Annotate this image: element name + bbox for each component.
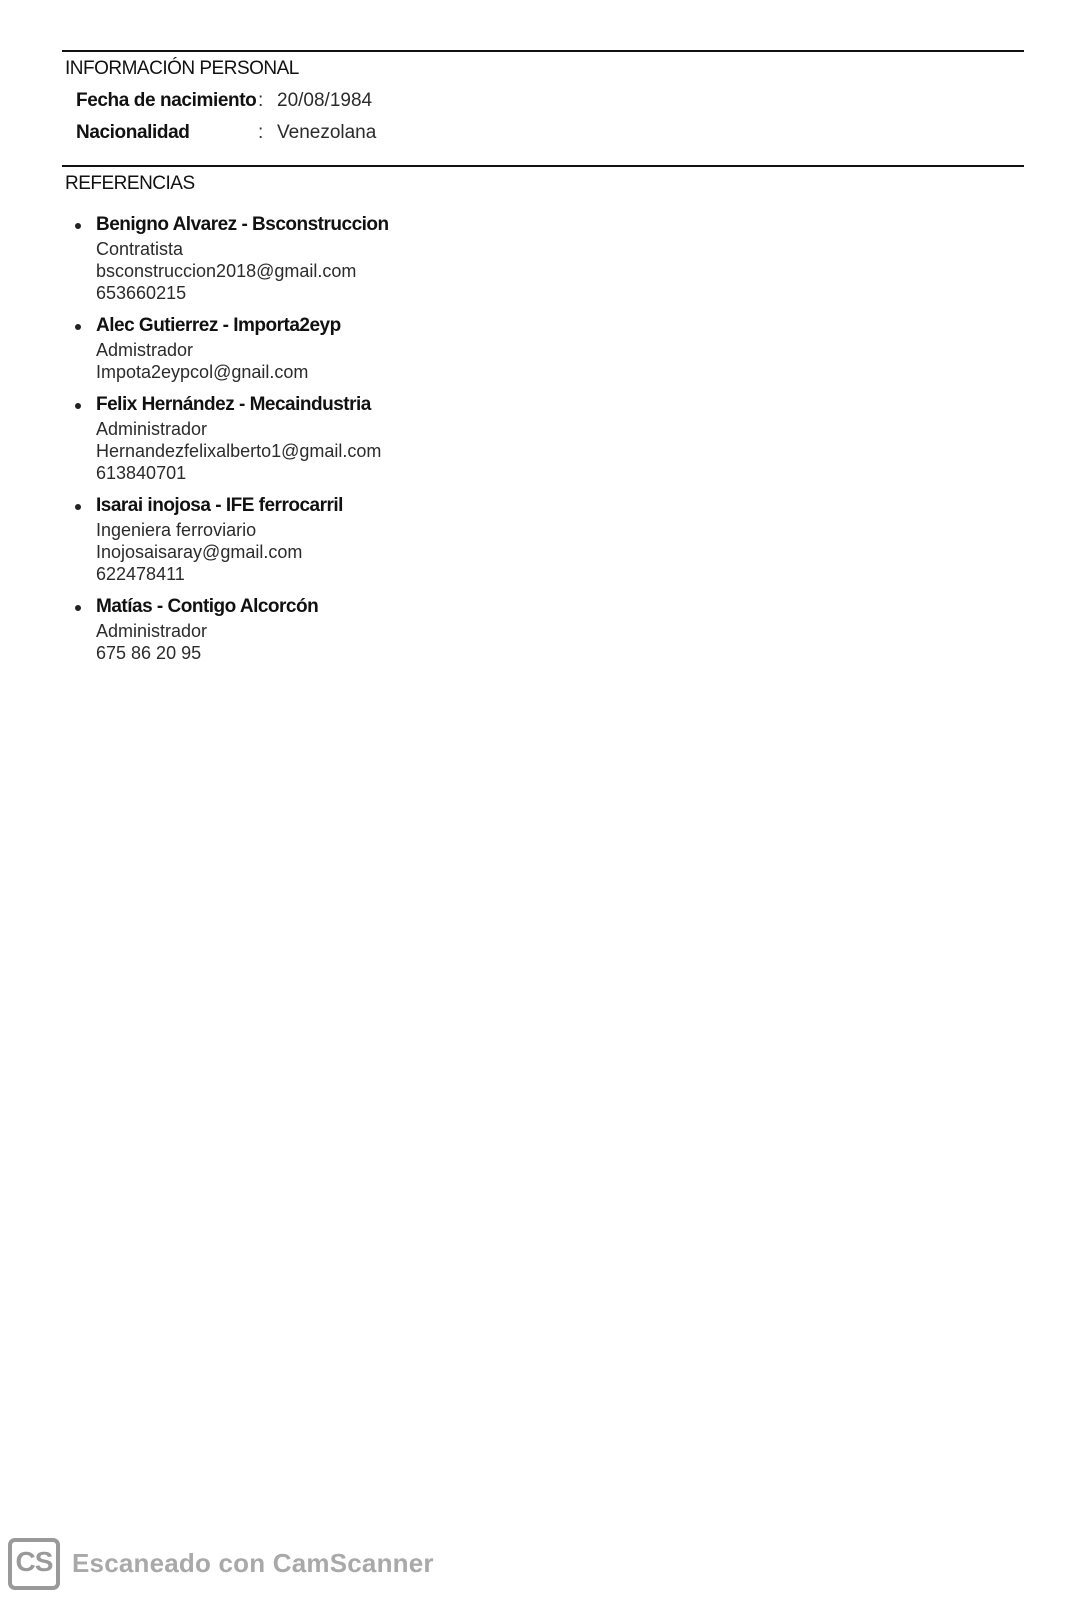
bullet-icon (75, 504, 81, 510)
reference-role: Administrador (96, 621, 208, 641)
bullet-icon (75, 223, 81, 229)
reference-phone: 675 86 20 95 (96, 643, 202, 663)
reference-name: Matías - Contigo Alcorcón (96, 596, 319, 617)
nationality-label: Nacionalidad (76, 122, 190, 143)
reference-role: Contratista (96, 239, 184, 259)
camscanner-logo-icon (8, 1538, 60, 1590)
reference-phone: 653660215 (96, 283, 187, 303)
bullet-icon (75, 403, 81, 409)
reference-item (96, 313, 696, 383)
birthdate-value: 20/08/1984 (277, 90, 373, 111)
bullet-icon (75, 605, 81, 611)
reference-name: Alec Gutierrez - Importa2eyp (96, 315, 341, 336)
reference-email: Hernandezfelixalberto1@gmail.com (96, 441, 382, 461)
camscanner-logo-text: CS (15, 1546, 53, 1577)
references-list (96, 212, 696, 673)
reference-name: Isarai inojosa - IFE ferrocarril (96, 495, 343, 516)
watermark-text: Escaneado con CamScanner (72, 1548, 434, 1578)
reference-email: Inojosaisaray@gmail.com (96, 542, 303, 562)
nationality-separator: : (258, 122, 264, 143)
camscanner-watermark (8, 1538, 434, 1594)
reference-email: Impota2eypcol@gnail.com (96, 362, 309, 382)
reference-item (96, 493, 696, 585)
reference-phone: 613840701 (96, 463, 187, 483)
reference-email: bsconstruccion2018@gmail.com (96, 261, 357, 281)
birthdate-label: Fecha de nacimiento (76, 90, 257, 111)
reference-phone: 622478411 (96, 564, 185, 584)
references-heading: REFERENCIAS (65, 173, 195, 194)
reference-name: Felix Hernández - Mecaindustria (96, 394, 371, 415)
reference-name: Benigno Alvarez - Bsconstruccion (96, 214, 389, 235)
reference-item (96, 392, 696, 484)
section-divider-references (62, 165, 1024, 167)
birthdate-separator: : (258, 90, 264, 111)
reference-role: Administrador (96, 419, 208, 439)
section-divider-top (62, 50, 1024, 52)
reference-role: Admistrador (96, 340, 194, 360)
bullet-icon (75, 324, 81, 330)
reference-role: Ingeniera ferroviario (96, 520, 257, 540)
nationality-value: Venezolana (277, 122, 377, 143)
reference-item (96, 212, 696, 304)
personal-info-heading: INFORMACIÓN PERSONAL (65, 58, 299, 79)
reference-item (96, 594, 696, 664)
